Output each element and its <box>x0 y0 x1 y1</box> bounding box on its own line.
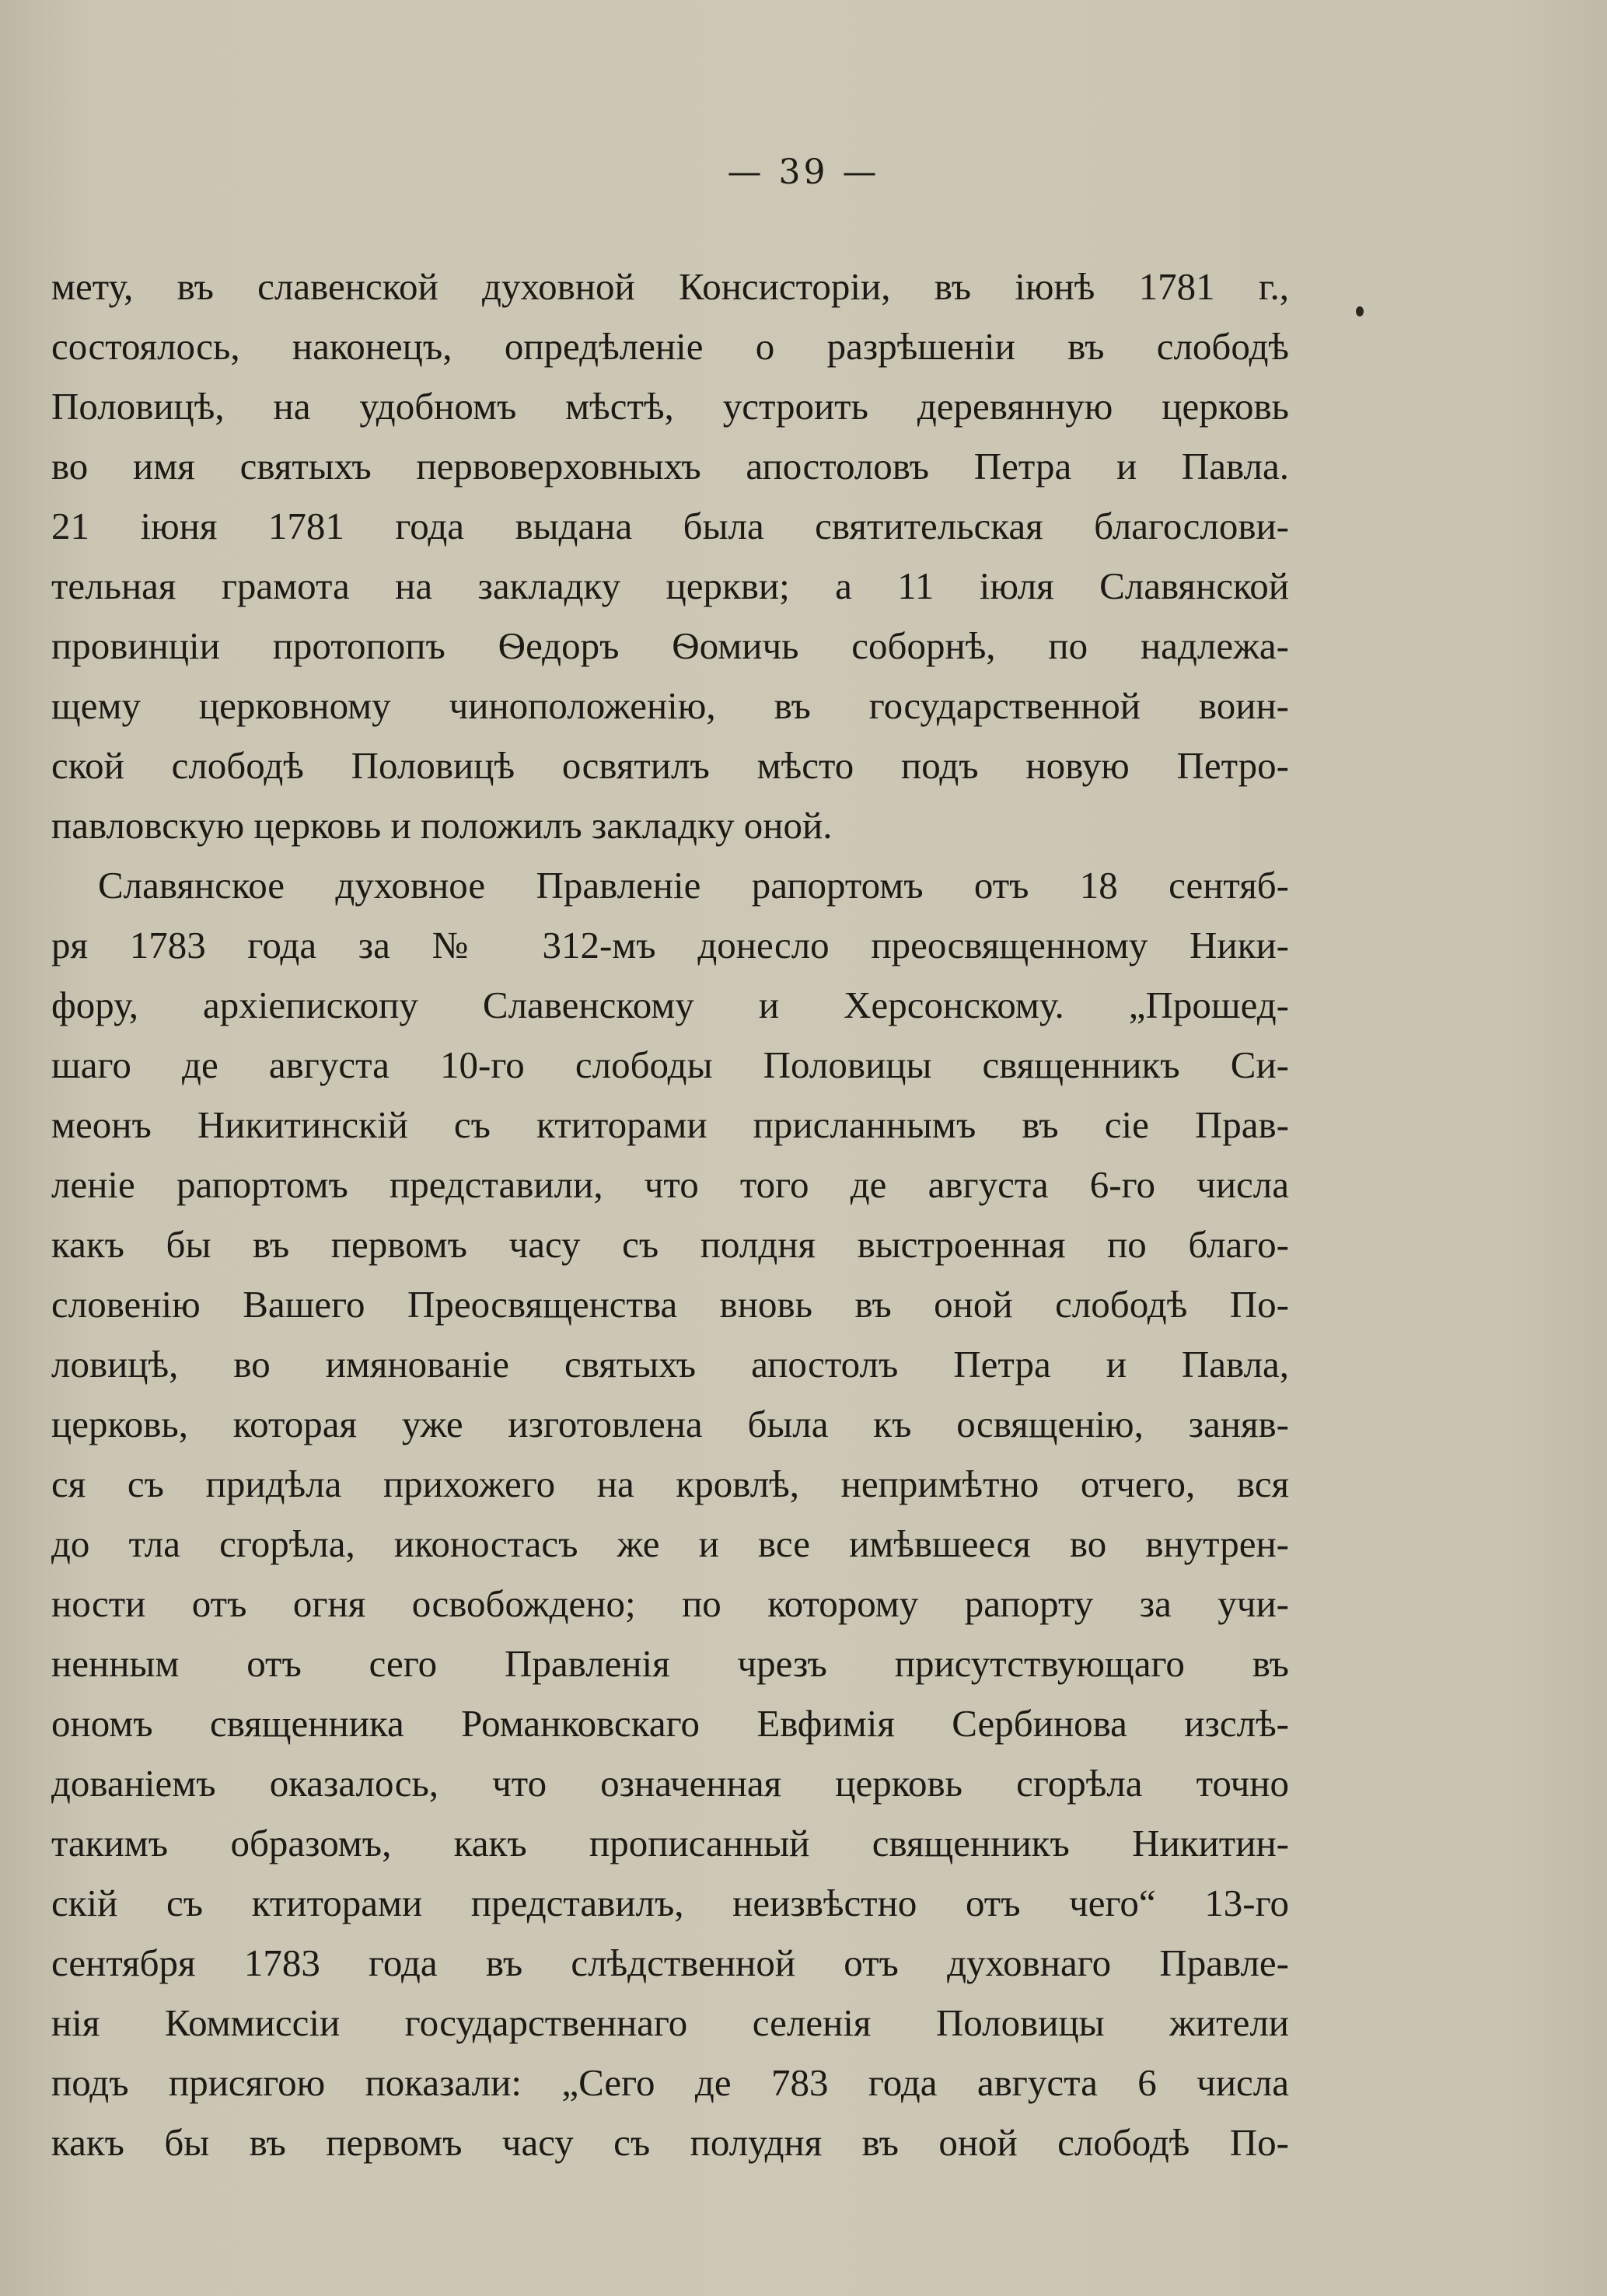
text-line: во имя святыхъ первоверховныхъ апостоловъ Петра и Павла. <box>51 445 1289 488</box>
text-line: церковь, которая уже изготовлена была къ освященію, заняв- <box>51 1403 1289 1445</box>
text-line: ономъ священника Романковскаго Евфимія Сербинова изслѣ- <box>51 1702 1289 1745</box>
text-line: ся съ придѣла прихожего на кровлѣ, непримѣтно отчего, вся <box>51 1463 1289 1505</box>
text-line: какъ бы въ первомъ часу съ полдня выстроенная по благо- <box>51 1223 1289 1266</box>
text-line: ря 1783 года за № 312-мъ донесло преосвященному Ники- <box>51 924 1289 966</box>
text-line: до тла сгорѣла, иконостасъ же и все имѣвшееся во внутрен- <box>51 1522 1289 1565</box>
text-line: провинціи протопопъ Ѳедоръ Ѳомичь соборнѣ, по надлежа- <box>51 624 1289 667</box>
text-line: меонъ Никитинскій съ ктиторами присланнымъ въ сіе Прав- <box>51 1103 1289 1146</box>
text-line: ловицѣ, во имянованіе святыхъ апостолъ Петра и Павла, <box>51 1343 1289 1386</box>
text-line: леніе рапортомъ представили, что того де августа 6-го числа <box>51 1163 1289 1206</box>
text-line: ненным отъ сего Правленія чрезъ присутствующаго въ <box>51 1642 1289 1685</box>
text-line: шаго де августа 10-го слободы Половицы священникъ Си- <box>51 1043 1289 1086</box>
text-line: 21 іюня 1781 года выдана была святительская благослови- <box>51 505 1289 547</box>
text-line: словенію Вашего Преосвященства вновь въ оной слободѣ По- <box>51 1283 1289 1326</box>
ink-speck <box>1356 306 1364 316</box>
text-line: состоялось, наконецъ, опредѣленіе о разрѣшеніи въ слободѣ <box>51 325 1289 368</box>
text-line: дованіемъ оказалось, что означенная церковь сгорѣла точно <box>51 1762 1289 1805</box>
text-line: павловскую церковь и положилъ закладку оной. <box>51 804 833 847</box>
text-line: скій съ ктиторами представилъ, неизвѣстно отъ чего“ 13-го <box>51 1882 1289 1924</box>
text-line: сентября 1783 года въ слѣдственной отъ духовнаго Правле- <box>51 1941 1289 1984</box>
text-line: щему церковному чиноположенію, въ государственной воин- <box>51 684 1289 727</box>
text-line: подъ присягою показали: „Сего де 783 года августа 6 числа <box>51 2061 1289 2104</box>
text-line: мету, въ славенской духовной Консисторіи, въ іюнѣ 1781 г., <box>51 265 1289 308</box>
text-line: ности отъ огня освобождено; по которому рапорту за учи- <box>51 1582 1289 1625</box>
text-line: фору, архіепископу Славенскому и Херсонскому. „Прошед- <box>51 984 1289 1026</box>
text-line: такимъ образомъ, какъ прописанный священникъ Никитин- <box>51 1822 1289 1864</box>
text-line: какъ бы въ первомъ часу съ полудня въ оной слободѣ По- <box>51 2121 1289 2164</box>
text-line: нія Коммиссіи государственнаго селенія Половицы жители <box>51 2001 1289 2044</box>
text-line: ской слободѣ Половицѣ освятилъ мѣсто подъ новую Петро- <box>51 744 1289 787</box>
text-line: Половицѣ, на удобномъ мѣстѣ, устроить деревянную церковь <box>51 385 1289 428</box>
body-text <box>51 257 1289 2172</box>
page-number: — 39 — <box>727 152 880 192</box>
text-line: тельная грамота на закладку церкви; а 11 іюля Славянской <box>51 564 1289 607</box>
text-line: Славянское духовное Правленіе рапортомъ отъ 18 сентяб- <box>98 864 1289 907</box>
